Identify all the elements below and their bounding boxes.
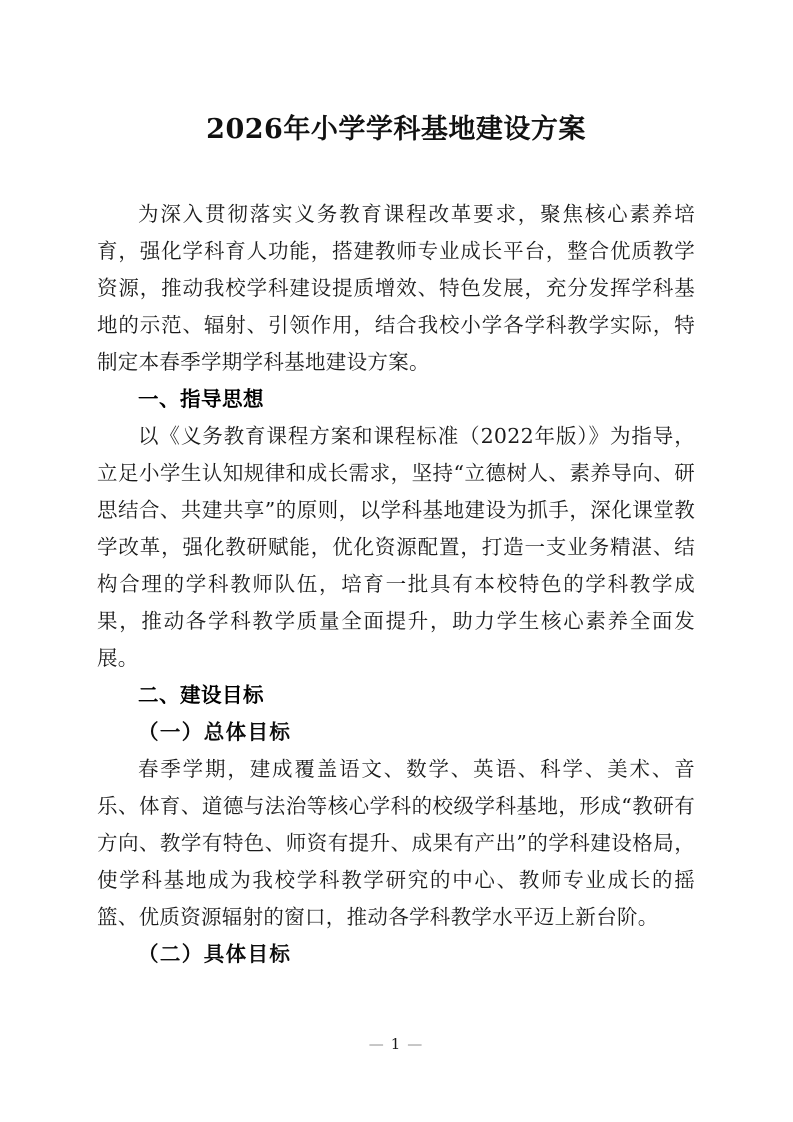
intro-paragraph: 为深入贯彻落实义务教育课程改革要求，聚焦核心素养培育，强化学科育人功能，搭建教师专业成长平台，整合优质教学资源，推动我校学科建设提质增效、特色发展，充分发挥学科基地的示范、辐射、引领作用，结合我校小学各学科教学实际，特制定本春季学期学科基地建设方案。 [97,202,695,374]
subsection-paragraph-overall-goal: 春季学期，建成覆盖语文、数学、英语、科学、美术、音乐、体育、道德与法治等核心学科的校级学科基地，形成“教研有方向、教学有特色、师资有提升、成果有产出”的学科建设格局，使学科基地成为我校学科教学研究的中心、教师专业成长的摇篮、优质资源辐射的窗口，推动各学科教学水平迈上新台阶。 [97,757,695,929]
subsection-heading-specific-goal: （二）具体目标 [138,942,292,966]
footer-dash-left: — [368,1035,386,1053]
footer-page-number: 1 [390,1035,403,1053]
page-title: 2026年小学学科基地建设方案 [206,114,586,145]
footer-dash-right: — [407,1035,425,1053]
section-paragraph-guiding-thought: 以《义务教育课程方案和课程标准（2022年版）》为指导，立足小学生认知规律和成长需求，坚持“立德树人、素养导向、研思结合、共建共享”的原则，以学科基地建设为抓手，深化课堂教学改革，强化教研赋能，优化资源配置，打造一支业务精湛、结构合理的学科教师队伍，培育一批具有本校特色的学科教学成果，推动各学科教学质量全面提升，助力学生核心素养全面发展。 [97,424,695,670]
section-heading-construction-goals: 二、建设目标 [138,683,264,707]
section-heading-guiding-thought: 一、指导思想 [138,387,264,411]
page-footer [0,1034,793,1054]
document-body [97,196,695,973]
subsection-heading-overall-goal: （一）总体目标 [138,720,292,744]
